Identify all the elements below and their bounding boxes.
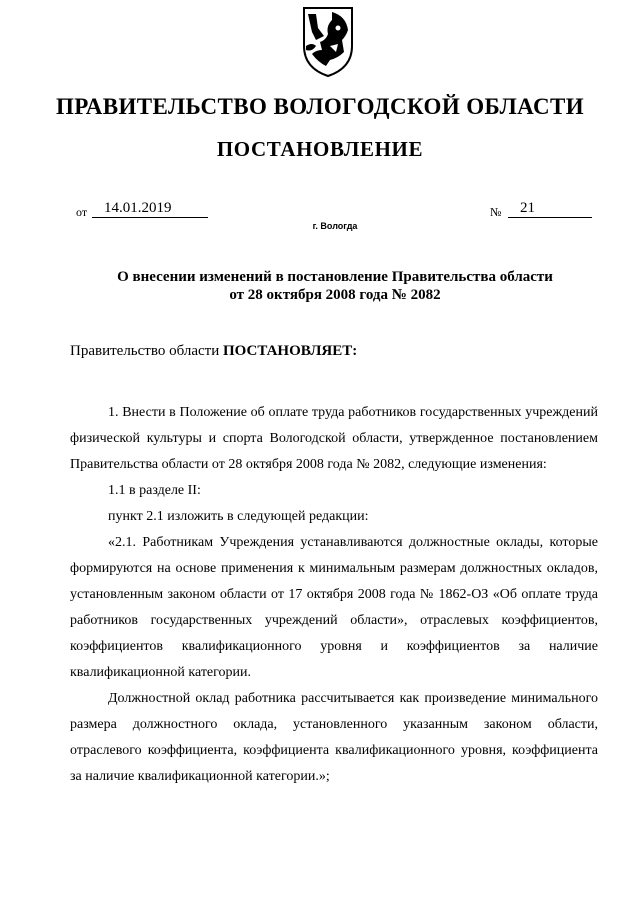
document-type: ПОСТАНОВЛЕНИЕ — [216, 137, 424, 161]
subject-line-1: О внесении изменений в постановление Правительства области — [117, 269, 553, 285]
paragraph: «2.1. Работникам Учреждения устанавливаются должностные оклады, которые формируются на основе применения к минимальным размерам должностных окладов, установленным законом области от 17 октября 2008 года № 1862-ОЗ «Об оплате труда работников государственных учреждений области», отраслевых коэффициентов, коэффициентов квалификационного уровня и коэффициентов за наличие квалификационной категории. — [70, 535, 598, 680]
subject-line-2: от 28 октября 2008 года № 2082 — [229, 287, 441, 303]
document-body — [70, 400, 598, 790]
city-label: г. Вологда — [312, 221, 358, 231]
paragraph: Должностной оклад работника рассчитывается как произведение минимального размера должностного оклада, установленного указанным законом области, отраслевого коэффициента, коэффициента квалификационного уровня, коэффициента за наличие квалификационной категории.»; — [70, 691, 598, 784]
vologda-coat-of-arms-icon — [302, 6, 354, 78]
paragraph: 1.1 в разделе II: — [108, 483, 201, 498]
preamble — [70, 343, 357, 360]
preamble-bold: ПОСТАНОВЛЯЕТ: — [222, 343, 358, 359]
paragraph: пункт 2.1 изложить в следующей редакции: — [108, 509, 369, 524]
document-number: 21 — [508, 200, 592, 218]
organization-title: ПРАВИТЕЛЬСТВО ВОЛОГОДСКОЙ ОБЛАСТИ — [55, 94, 585, 119]
document-date: 14.01.2019 — [92, 200, 208, 218]
number-prefix: № — [490, 205, 502, 219]
document-subject — [90, 268, 580, 304]
paragraph: 1. Внести в Положение об оплате труда работников государственных учреждений физической культуры и спорта Вологодской области, утвержденное постановлением Правительства области от 28 октября 2008 года № 2082, следующие изменения: — [70, 405, 598, 472]
date-prefix: от — [76, 205, 88, 219]
preamble-text: Правительство области — [70, 343, 220, 359]
